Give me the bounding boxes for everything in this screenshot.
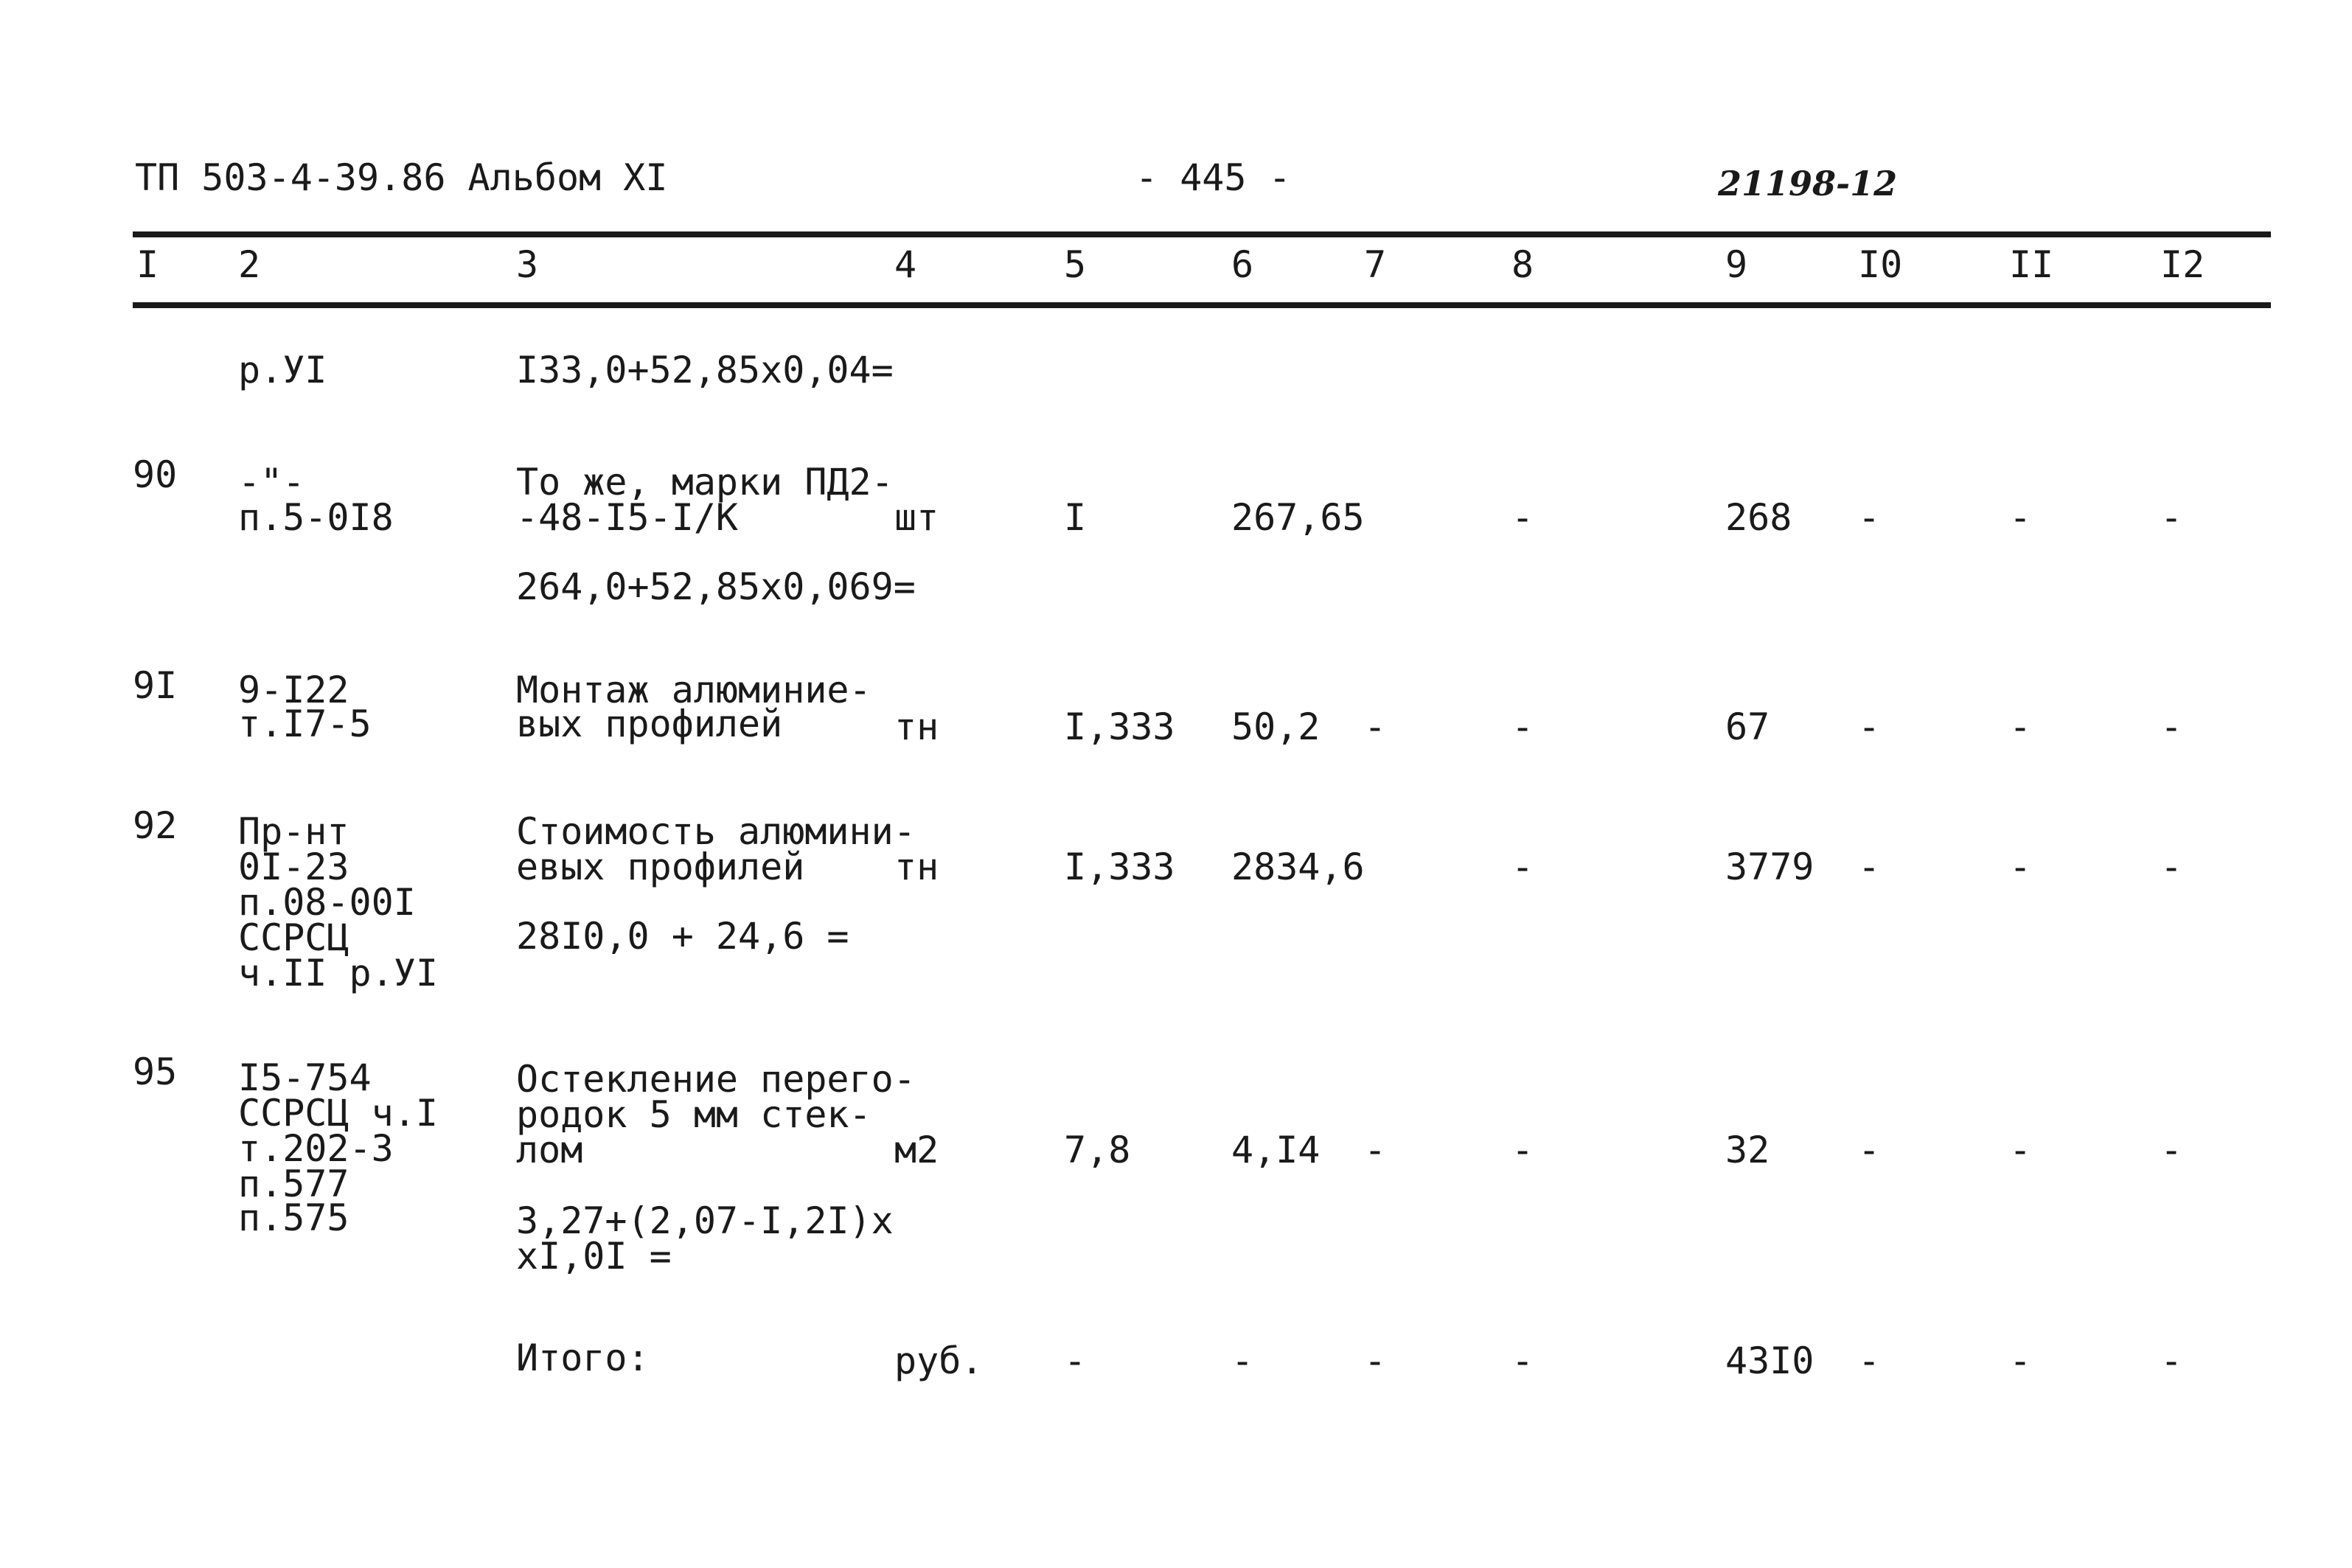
row-col7: - — [1364, 1339, 1387, 1382]
row-col8: - — [1511, 705, 1534, 748]
row-desc-line: То же, марки ПД2- — [516, 461, 894, 503]
row-desc-line: вых профилей — [516, 703, 783, 745]
row-col11: - — [2009, 1339, 2032, 1382]
row-quantity: I,333 — [1064, 705, 1175, 748]
row-col12: - — [2160, 1339, 2183, 1382]
row-col12: - — [2160, 846, 2183, 888]
row-unit: руб. — [894, 1339, 984, 1382]
row-col10: - — [1858, 496, 1881, 539]
row-desc-line: -48-I5-I/К — [516, 496, 739, 539]
row-number: 92 — [133, 804, 178, 847]
row-calc-line: хI,0I = — [516, 1235, 672, 1278]
row-desc-line: Остекление перего- — [516, 1058, 916, 1101]
column-number-9: 9 — [1725, 243, 1748, 286]
row-col8: - — [1511, 1129, 1534, 1171]
column-number-7: 7 — [1364, 243, 1387, 286]
row-code-line: ССРСЦ ч.I — [238, 1092, 438, 1135]
row-desc-line: лом — [516, 1129, 583, 1171]
column-number-8: 8 — [1511, 243, 1534, 286]
row-total: 32 — [1725, 1129, 1770, 1171]
row-col8: - — [1511, 1339, 1534, 1382]
row-code-line: 9-I22 — [238, 669, 349, 711]
column-number-4: 4 — [894, 243, 917, 286]
row-price: 267,65 — [1231, 496, 1365, 539]
row-unit: тн — [894, 705, 939, 748]
column-number-6: 6 — [1231, 243, 1254, 286]
row-total: 268 — [1725, 496, 1792, 539]
row-calc-line: I33,0+52,85х0,04= — [516, 349, 894, 391]
doc-code: ТП 503-4-39.86 Альбом XI — [135, 156, 668, 199]
row-col10: - — [1858, 1339, 1881, 1382]
row-number: 90 — [133, 453, 178, 496]
row-number: 95 — [133, 1050, 178, 1093]
row-desc-line: евых профилей — [516, 846, 805, 888]
row-unit: шт — [894, 496, 939, 539]
row-col11: - — [2009, 846, 2032, 888]
row-col10: - — [1858, 705, 1881, 748]
row-code-line: т.202-3 — [238, 1127, 394, 1170]
row-unit: м2 — [894, 1129, 939, 1171]
row-quantity: - — [1064, 1339, 1087, 1382]
row-col12: - — [2160, 705, 2183, 748]
row-desc-line: Итого: — [516, 1337, 650, 1379]
row-col10: - — [1858, 1129, 1881, 1171]
row-code-line: -"- — [238, 461, 305, 503]
row-code-line: Пр-нт — [238, 810, 349, 853]
column-number-11: II — [2009, 243, 2054, 286]
row-quantity: I — [1064, 496, 1087, 539]
column-number-2: 2 — [238, 243, 261, 286]
column-number-10: I0 — [1858, 243, 1903, 286]
row-col8: - — [1511, 496, 1534, 539]
row-total: 3779 — [1725, 846, 1815, 888]
row-code-line: п.5-0I8 — [238, 496, 394, 539]
row-code-line: ч.II р.УI — [238, 952, 438, 994]
column-number-1: I — [136, 243, 159, 286]
row-code-line: р.УI — [238, 349, 327, 391]
page-number: - 445 - — [1135, 156, 1291, 199]
header-rule-top — [133, 231, 2271, 237]
row-desc-line: Монтаж алюминие- — [516, 669, 871, 711]
row-desc-line: родок 5 мм стек- — [516, 1093, 871, 1136]
row-calc-line: 264,0+52,85х0,069= — [516, 565, 916, 608]
row-unit: тн — [894, 846, 939, 888]
row-number: 9I — [133, 664, 178, 707]
row-code-line: п.575 — [238, 1196, 349, 1239]
row-calc-line: 28I0,0 + 24,6 = — [516, 915, 849, 958]
row-code-line: п.577 — [238, 1163, 349, 1205]
row-code-line: ССРСЦ — [238, 916, 349, 959]
row-col11: - — [2009, 1129, 2032, 1171]
column-number-3: 3 — [516, 243, 539, 286]
row-total: 43I0 — [1725, 1339, 1815, 1382]
row-price: 4,I4 — [1231, 1129, 1321, 1171]
column-number-5: 5 — [1064, 243, 1087, 286]
row-col12: - — [2160, 496, 2183, 539]
row-code-line: 0I-23 — [238, 846, 349, 888]
row-col10: - — [1858, 846, 1881, 888]
row-calc-line: 3,27+(2,07-I,2I)х — [516, 1199, 894, 1242]
row-quantity: 7,8 — [1064, 1129, 1131, 1171]
row-col12: - — [2160, 1129, 2183, 1171]
row-code-line: т.I7-5 — [238, 703, 372, 745]
row-quantity: I,333 — [1064, 846, 1175, 888]
row-desc-line: Стоимость алюмини- — [516, 810, 916, 853]
row-code-line: I5-754 — [238, 1056, 372, 1099]
row-col7: - — [1364, 705, 1387, 748]
row-col11: - — [2009, 496, 2032, 539]
header-rule-bottom — [133, 302, 2271, 308]
row-col7: - — [1364, 1129, 1387, 1171]
row-price: 50,2 — [1231, 705, 1321, 748]
row-price: - — [1231, 1339, 1254, 1382]
row-col8: - — [1511, 846, 1534, 888]
row-price: 2834,6 — [1231, 846, 1365, 888]
archive-number: 21198-12 — [1718, 164, 1898, 203]
row-col11: - — [2009, 705, 2032, 748]
row-total: 67 — [1725, 705, 1770, 748]
column-number-12: I2 — [2160, 243, 2205, 286]
row-code-line: п.08-00I — [238, 881, 416, 924]
